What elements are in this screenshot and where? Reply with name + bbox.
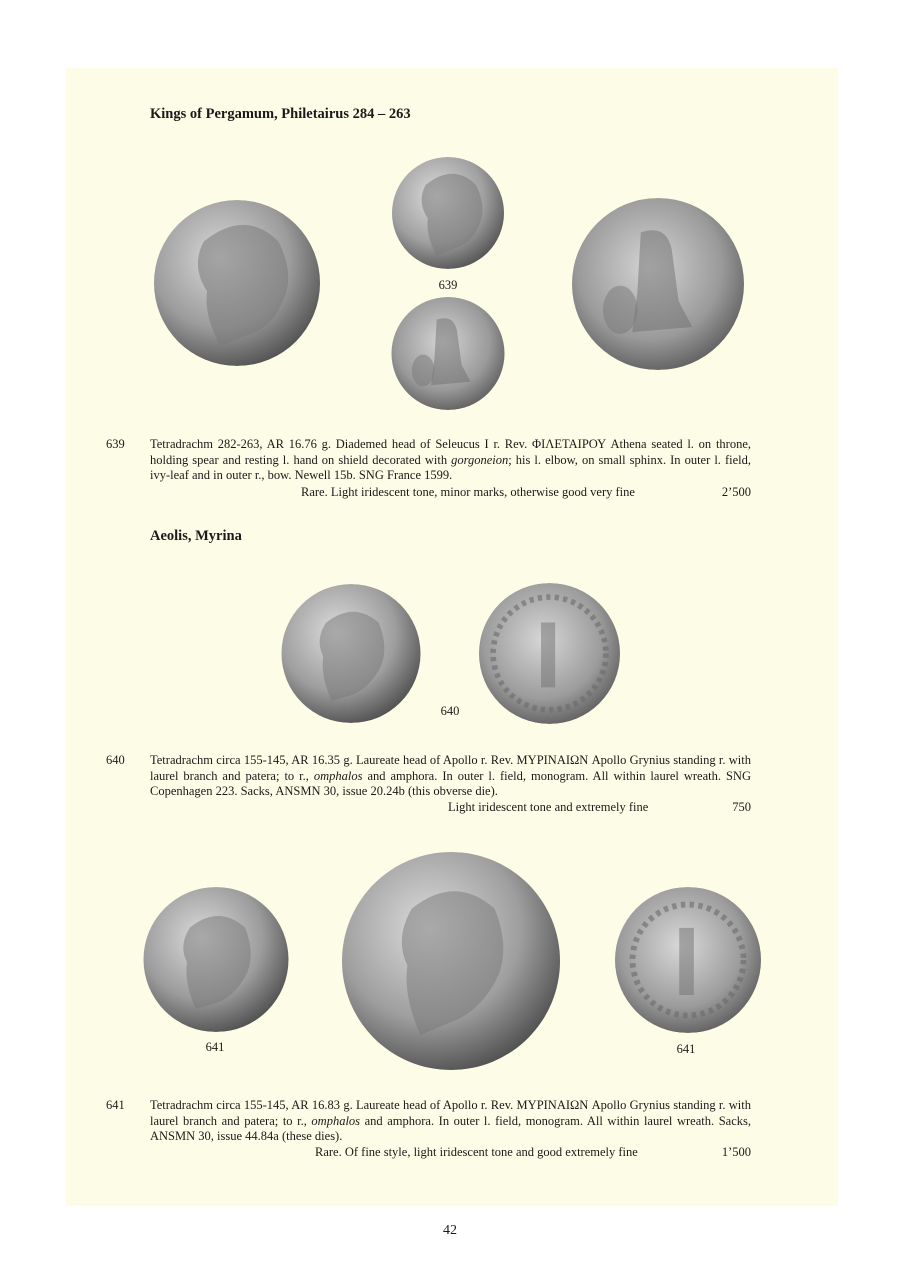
- lot-grade-641: Rare. Of fine style, light iridescent tone and good extremely fine: [315, 1145, 638, 1159]
- coin-639-reverse-enlarged: [568, 198, 748, 370]
- lot-description-640: Tetradrachm circa 155-145, AR 16.35 g. Laureate head of Apollo r. Rev. ΜΥΡΙΝΑΙΩΝ Apollo Grynius standing r. with laurel branch and patera; to r., omphalos and amphora. In outer l. field, monogram. All within laurel wreath. SNG Copenhagen 223. Sacks, ANSMN 30, issue 20.24b (this obverse die).: [150, 753, 751, 798]
- coin-640-obverse: [279, 584, 423, 723]
- lot-price-639: 2’500: [721, 485, 751, 499]
- lot-number-639: 639: [106, 437, 125, 451]
- coin-639-reverse: [388, 297, 508, 410]
- lot-number-640: 640: [106, 753, 125, 767]
- lot-grade-639: Rare. Light iridescent tone, minor marks, otherwise good very fine: [301, 485, 635, 499]
- figure-label-641-left: 641: [205, 1040, 225, 1054]
- lot-description-639: Tetradrachm 282-263, AR 16.76 g. Diademed head of Seleucus I r. Rev. ΦΙΛΕΤΑΙΡΟΥ Athena seated l. on throne, holding spear and resting l. hand on shield decorated with gorgoneion; his l. elbow, on small sphinx. In outer l. field, ivy-leaf and in outer r., bow. Newell 15b. SNG France 1599.: [150, 437, 751, 482]
- figure-label-640: 640: [440, 704, 460, 718]
- lot-grade-640: Light iridescent tone and extremely fine: [448, 800, 649, 814]
- coin-641-reverse: [609, 887, 767, 1033]
- coin-640-reverse: [478, 583, 621, 724]
- coin-641-obverse-enlarged: [334, 852, 568, 1070]
- coin-639-obverse: [389, 157, 507, 269]
- lot-number-641: 641: [106, 1098, 125, 1112]
- coin-639-obverse-enlarged: [152, 200, 322, 366]
- lot-price-641: 1’500: [721, 1145, 751, 1159]
- lot-description-641: Tetradrachm circa 155-145, AR 16.83 g. Laureate head of Apollo r. Rev. ΜΥΡΙΝΑΙΩΝ Apollo Grynius standing r. with laurel branch and patera; to r., omphalos and amphora. In outer l. field, monogram. All within laurel wreath. Sacks, ANSMN 30, issue 44.84a (these dies).: [150, 1098, 751, 1143]
- figure-label-641-right: 641: [676, 1042, 696, 1056]
- lot-price-640: 750: [732, 800, 751, 814]
- figure-label-639: 639: [438, 278, 458, 292]
- coin-641-obverse: [139, 887, 293, 1032]
- page-number: 42: [443, 1223, 457, 1238]
- section-title-myrina: Aeolis, Myrina: [150, 528, 242, 544]
- section-title-pergamum: Kings of Pergamum, Philetairus 284 – 263: [150, 106, 411, 122]
